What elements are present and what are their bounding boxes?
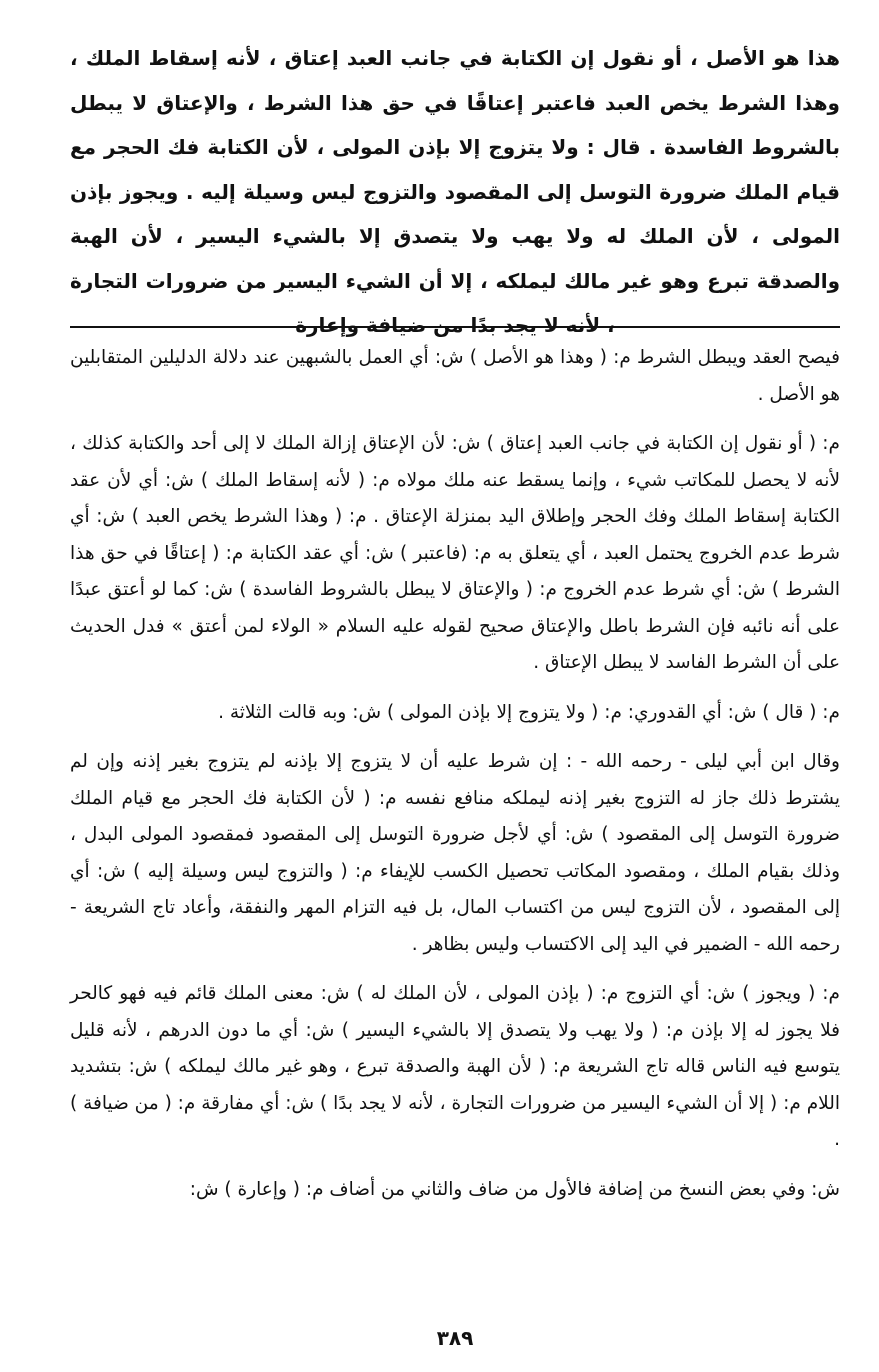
commentary-paragraph: فيصح العقد ويبطل الشرط م: ( وهذا هو الأصل ) ش: أي العمل بالشبهين عند دلالة الدليلين المتقابلين هو الأصل .: [70, 347, 840, 405]
commentary-paragraph: م: ( قال ) ش: أي القدوري: م: ( ولا يتزوج إلا بإذن المولى ) ش: وبه قالت الثلاثة .: [218, 701, 840, 723]
main-text: هذا هو الأصل ، أو نقول إن الكتابة في جانب العبد إعتاق ، لأنه إسقاط الملك ، وهذا الشرط يخص العبد فاعتبر إعتاقًا في حق هذا الشرط ، والإعتاق لا يبطل بالشروط الفاسدة . قال : ولا يتزوج إلا بإذن المولى ، لأن الكتابة فك الحجر مع قيام الملك ضرورة التوسل إلى المقصود والتزوج ليس وسيلة إليه . ويجوز بإذن المولى ، لأن الملك له ولا يهب ولا يتصدق إلا بالشيء اليسير ، لأن الهبة والصدقة تبرع وهو غير مالك ليملكه ، إلا أن الشيء اليسير من ضرورات التجارة ، لأنه لا يجد بدًا من ضيافة وإعارة: [70, 46, 840, 337]
commentary-paragraph: وقال ابن أبي ليلى - رحمه الله - : إن شرط عليه أن لا يتزوج إلا بإذنه لم يتزوج بغير إذنه وإن لم يشترط ذلك جاز له التزوج بغير إذنه ليملكه منافع نفسه م: ( لأن الكتابة فك الحجر مع قيام الملك ضرورة التوسل إلى المقصود ) ش: أي لأجل ضرورة التوسل إلى المقصود فمقصود المولى البدل ، وذلك بقيام الملك ، ومقصود المكاتب تحصيل الكسب للإيفاء م: ( والتزوج ليس وسيلة إليه ) ش: أي إلى المقصود ، لأن التزوج ليس من اكتساب المال، بل فيه التزام المهر والنفقة، وأعاد تاج الشريعة - رحمه الله - الضمير في اليد إلى الاكتساب وليس بظاهر .: [70, 751, 840, 955]
book-page: [70, 36, 840, 1356]
commentary-paragraph: م: ( أو نقول إن الكتابة في جانب العبد إعتاق ) ش: لأن الإعتاق إزالة الملك لا إلى أحد والكتابة كذلك ، لأنه لا يحصل للمكاتب شيء ، وإنما يسقط عنه ملك مولاه م: ( لأنه إسقاط الملك ) ش: أي لأن عقد الكتابة إسقاط الملك وفك الحجر وإطلاق اليد بمنزلة الإعتاق . م: ( وهذا الشرط يخص العبد ) ش: أي شرط عدم الخروج يحتمل العبد ، أي يتعلق به م: (فاعتبر ) ش: أي عقد الكتابة م: ( إعتاقًا في حق هذا الشرط ) ش: أي شرط عدم الخروج م: ( والإعتاق لا يبطل بالشروط الفاسدة ) ش: كما لو أعتق عبدًا على أنه نائبه فإن الشرط باطل والإعتاق صحيح لقوله عليه السلام « الولاء لمن أعتق » فدل الحديث على أن الشرط الفاسد لا يبطل الإعتاق .: [70, 433, 840, 673]
commentary-section: [70, 340, 840, 1221]
commentary-paragraph: ش: وفي بعض النسخ من إضافة فالأول من ضاف والثاني من أضاف م: ( وإعارة ) ش:: [189, 1178, 840, 1200]
page-number: ٣٨٩: [436, 1326, 474, 1350]
section-divider: [70, 326, 840, 328]
commentary-paragraph: م: ( ويجوز ) ش: أي التزوج م: ( بإذن المولى ، لأن الملك له ) ش: معنى الملك قائم فيه فهو كالحر فلا يجوز له إلا بإذن م: ( ولا يهب ولا يتصدق إلا بالشيء اليسير ) ش: أي ما دون الدرهم ، لأنه قليل يتوسع فيه الناس قاله تاج الشريعة م: ( لأن الهبة والصدقة تبرع ، وهو غير مالك ليملكه ) ش: بتشديد اللام م: ( إلا أن الشيء اليسير من ضرورات التجارة ، لأنه لا يجد بدًا ) ش: أي مفارقة م: ( من ضيافة ) .: [70, 983, 840, 1150]
